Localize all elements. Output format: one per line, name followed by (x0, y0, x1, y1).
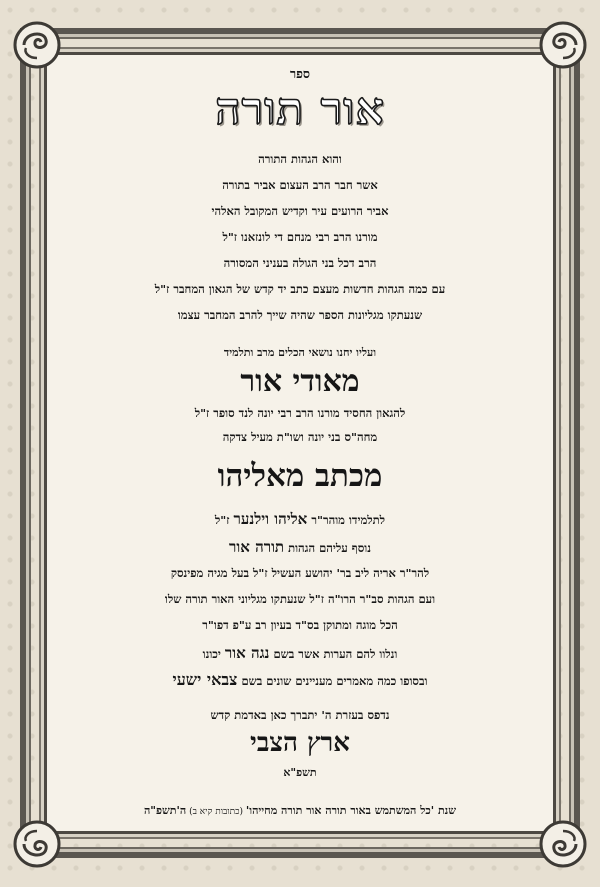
michtav-suffix: ז"ל (214, 513, 234, 527)
torah-or-title: תורה אור (229, 538, 285, 556)
commentary-title: מאודי אור (240, 364, 360, 399)
noga-or-suffix: יכונו (202, 647, 225, 661)
intro-line: שנעתקו מגליונות הספר שהיה שייך להרב המחבר עצמו (177, 308, 423, 322)
place-title: ארץ הצבי (250, 728, 350, 758)
intro-line: מורנו הרב רבי מנחם די לונזאנו ז"ל (222, 230, 378, 244)
intro-line: אביר הרועים עיר וקדיש המקובל האלהי (211, 204, 389, 218)
intro-line: הרב דכל בני הגולה בעניני המסורה (223, 256, 377, 270)
year-line: תשפ"א (283, 766, 317, 779)
commentary-line: מחה"ס בני יונה ושו"ת מעיל צדקה (222, 430, 378, 444)
bottom-quote: 'כל המשתמש באור תורה אור תורה מחייהו' (245, 804, 435, 817)
michtav-line (60, 510, 540, 529)
title-page-content (60, 54, 540, 824)
corner-ornament-icon (536, 817, 590, 871)
noga-or-prefix: ונלוו להם הערות אשר בשם (269, 647, 398, 661)
sefer-label: ספר (289, 66, 311, 81)
bottom-quote-line (60, 804, 540, 817)
bottom-source: (כתובות קיא ב) (186, 807, 246, 817)
tzvai-yishi-line (60, 670, 540, 690)
printed-line: נדפס בעזרת ה' יתברך כאן באדמת קדש (210, 708, 390, 722)
torah-or-line (60, 538, 540, 557)
commentary-intro: ועליו יחנו נושאי הכלים מרב ותלמיד (223, 346, 377, 359)
commentary-line: להגאון החסיד מורנו הרב רבי יונה לנד סופר ז"ל (194, 406, 406, 420)
noga-or-title: נגה אור (224, 644, 270, 662)
intro-line: והוא הגהות התורה (258, 152, 342, 166)
michtav-prefix: לתלמידו מוהר"ר (307, 513, 386, 527)
torah-or-prefix: נוסף עליהם הגהות (284, 541, 371, 555)
book-title: אור תורה (215, 84, 385, 135)
bottom-prefix: שנת (434, 804, 457, 817)
corner-ornament-icon (536, 18, 590, 72)
section3-line: הכל מוגה ומתוקן בס"ד בעיון רב ע"פ דפו"ר (202, 618, 398, 632)
tzvai-yishi-title: צבאי ישעי (172, 670, 238, 689)
tzvai-yishi-prefix: ובסופו כמה מאמרים מעניינים שונים בשם (237, 674, 428, 688)
corner-ornament-icon (10, 18, 64, 72)
intro-line: אשר חבר הרב העצום אביר בתורה (222, 178, 378, 192)
section3-line: ועם הגהות סב"ר הרו"ה ז"ל שנעתקו מגליוני האור תורה שלו (164, 592, 436, 606)
bottom-year: ה'תשפ"ה (143, 804, 187, 817)
intro-line: עם כמה הגהות חדשות מעצם כתב יד קדש של הגאון המחבר ז"ל (154, 282, 446, 296)
michtav-title: מכתב מאליהו (217, 458, 383, 494)
section3-line: להר"ר אריה ליב בר' יהושע העשיל ז"ל בעל מגיה מפינסק (170, 566, 430, 580)
michtav-author: אליהו וילנער (233, 510, 308, 528)
corner-ornament-icon (10, 817, 64, 871)
noga-or-line (60, 644, 540, 663)
